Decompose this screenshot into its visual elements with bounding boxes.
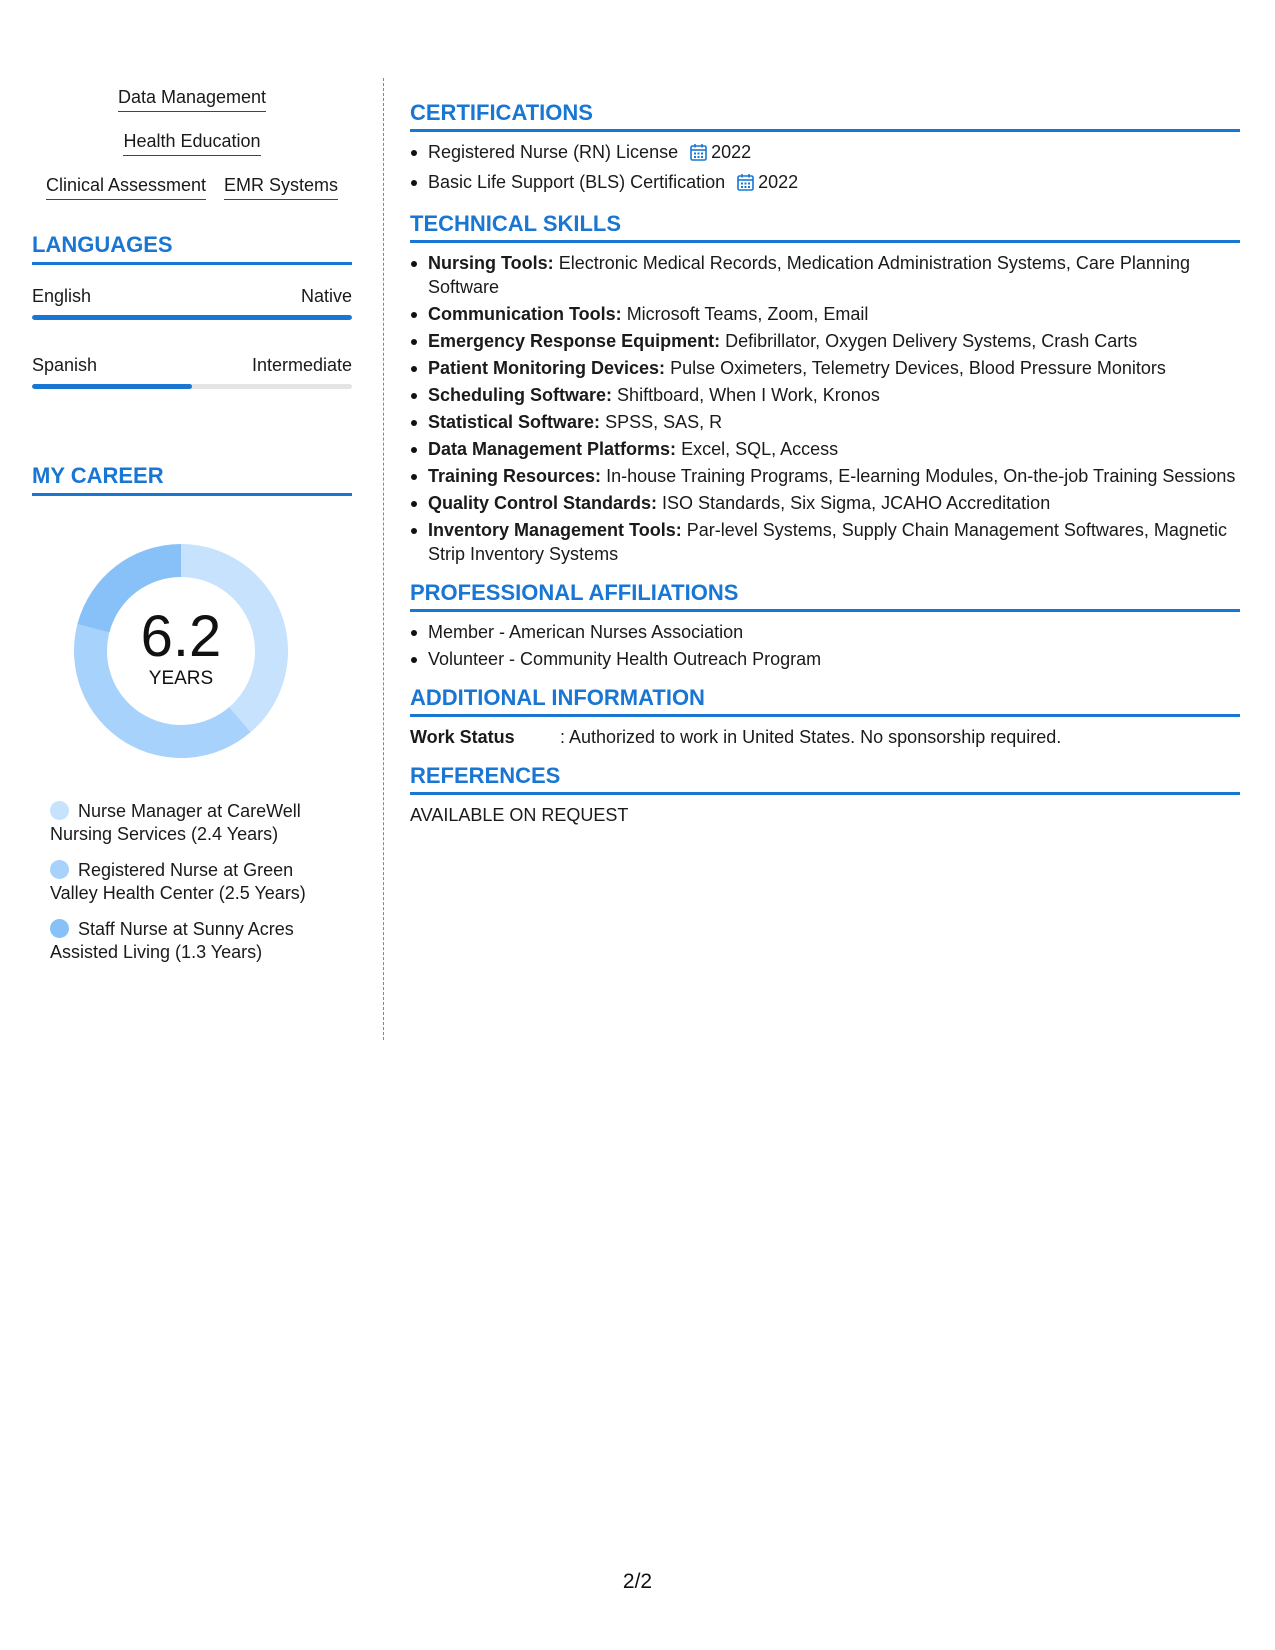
technical-skill-label: Training Resources:	[428, 466, 602, 486]
language-name: Spanish	[32, 355, 98, 375]
technical-skill-item	[410, 302, 1240, 326]
technical-skill-item	[410, 491, 1240, 515]
career-legend-label: Registered Nurse at Green Valley Health Center (2.5 Years)	[50, 860, 306, 903]
work-status-label: Work Status	[410, 727, 515, 747]
career-legend-item	[50, 859, 330, 905]
certification-item	[410, 170, 1240, 197]
language-level: Native	[300, 286, 352, 306]
technical-skill-text: Shiftboard, When I Work, Kronos	[617, 385, 880, 405]
technical-skill-label: Data Management Platforms:	[428, 439, 677, 459]
legend-dot-icon	[50, 919, 69, 938]
skill-tag: Health Education	[123, 130, 260, 156]
technical-skills-section	[410, 211, 1240, 566]
technical-skill-item	[410, 383, 1240, 407]
language-proficiency-bar	[32, 315, 352, 320]
career-legend-label: Staff Nurse at Sunny Acres Assisted Living (1.3 Years)	[50, 919, 294, 962]
technical-skill-label: Inventory Management Tools:	[428, 520, 682, 540]
certifications-heading: CERTIFICATIONS	[410, 100, 1240, 132]
certifications-section	[410, 100, 1240, 197]
affiliations-heading: PROFESSIONAL AFFILIATIONS	[410, 580, 1240, 612]
career-legend-item	[50, 800, 330, 846]
skill-tag: EMR Systems	[224, 174, 338, 200]
references-section	[410, 763, 1240, 827]
technical-skill-label: Statistical Software:	[428, 412, 601, 432]
technical-skills-heading: TECHNICAL SKILLS	[410, 211, 1240, 243]
calendar-icon	[737, 173, 754, 197]
technical-skill-label: Emergency Response Equipment:	[428, 331, 721, 351]
certifications-list	[410, 140, 1240, 197]
legend-dot-icon	[50, 801, 69, 820]
skill-tag: Clinical Assessment	[46, 174, 206, 200]
right-column	[410, 100, 1240, 841]
calendar-icon	[690, 143, 707, 167]
technical-skill-item	[410, 251, 1240, 299]
technical-skill-label: Communication Tools:	[428, 304, 622, 324]
skill-tag-row	[32, 130, 352, 156]
column-divider	[383, 78, 384, 1040]
technical-skill-text: Microsoft Teams, Zoom, Email	[626, 304, 869, 324]
technical-skill-item	[410, 356, 1240, 380]
technical-skill-item	[410, 464, 1240, 488]
certification-year: 2022	[711, 142, 752, 162]
technical-skill-text: In-house Training Programs, E-learning Modules, On-the-job Training Sessions	[606, 466, 1236, 486]
technical-skills-list	[410, 251, 1240, 566]
technical-skill-item	[410, 437, 1240, 461]
references-heading: REFERENCES	[410, 763, 1240, 795]
technical-skill-label: Scheduling Software:	[428, 385, 613, 405]
affiliation-item: Volunteer - Community Health Outreach Program	[410, 647, 1240, 671]
technical-skill-text: Pulse Oximeters, Telemetry Devices, Blood Pressure Monitors	[670, 358, 1166, 378]
technical-skill-text: SPSS, SAS, R	[605, 412, 723, 432]
technical-skill-text: ISO Standards, Six Sigma, JCAHO Accreditation	[662, 493, 1051, 513]
language-proficiency-fill	[32, 315, 352, 320]
legend-dot-icon	[50, 860, 69, 879]
career-legend-label: Nurse Manager at CareWell Nursing Services (2.4 Years)	[50, 801, 301, 844]
page-number: 2/2	[622, 1570, 653, 1593]
technical-skill-label: Quality Control Standards:	[428, 493, 658, 513]
languages-heading: LANGUAGES	[32, 232, 352, 265]
technical-skill-text: Defibrillator, Oxygen Delivery Systems, Crash Carts	[725, 331, 1138, 351]
skill-tag-row	[32, 174, 352, 200]
certification-name: Registered Nurse (RN) License	[428, 142, 679, 162]
technical-skill-label: Patient Monitoring Devices:	[428, 358, 666, 378]
career-legend	[32, 800, 352, 964]
language-row	[32, 285, 352, 307]
skill-tag-row	[32, 86, 352, 112]
career-heading: MY CAREER	[32, 463, 352, 496]
career-legend-item	[50, 918, 330, 964]
affiliations-section	[410, 580, 1240, 671]
language-proficiency-fill	[32, 384, 192, 389]
career-total-value: 6.2	[140, 604, 222, 669]
work-status-row	[410, 725, 1240, 749]
additional-info-section	[410, 685, 1240, 749]
technical-skill-label: Nursing Tools:	[428, 253, 554, 273]
language-level: Intermediate	[251, 355, 352, 375]
language-name: English	[32, 286, 92, 306]
left-column	[32, 86, 352, 977]
affiliation-item: Member - American Nurses Association	[410, 620, 1240, 644]
technical-skill-item	[410, 518, 1240, 566]
skill-tag: Data Management	[118, 86, 266, 112]
language-proficiency-bar	[32, 384, 352, 389]
language-item	[32, 285, 352, 320]
career-total-unit: YEARS	[148, 668, 214, 689]
skill-tags	[32, 86, 352, 200]
technical-skill-text: Excel, SQL, Access	[681, 439, 839, 459]
language-row	[32, 354, 352, 376]
technical-skill-item	[410, 329, 1240, 353]
technical-skill-text: Electronic Medical Records, Medication Administration Systems, Care Planning Software	[428, 253, 1190, 297]
languages-list	[32, 285, 352, 389]
affiliations-list	[410, 620, 1240, 671]
work-status-value: : Authorized to work in United States. No sponsorship required.	[560, 727, 1062, 747]
language-item	[32, 354, 352, 389]
certification-name: Basic Life Support (BLS) Certification	[428, 172, 726, 192]
technical-skill-item	[410, 410, 1240, 434]
additional-info-heading: ADDITIONAL INFORMATION	[410, 685, 1240, 717]
career-donut-chart	[66, 536, 296, 766]
technical-skill-text: Par-level Systems, Supply Chain Management Softwares, Magnetic Strip Inventory Systems	[428, 520, 1227, 564]
certification-year: 2022	[758, 172, 799, 192]
certification-item	[410, 140, 1240, 167]
references-text: AVAILABLE ON REQUEST	[410, 805, 629, 825]
